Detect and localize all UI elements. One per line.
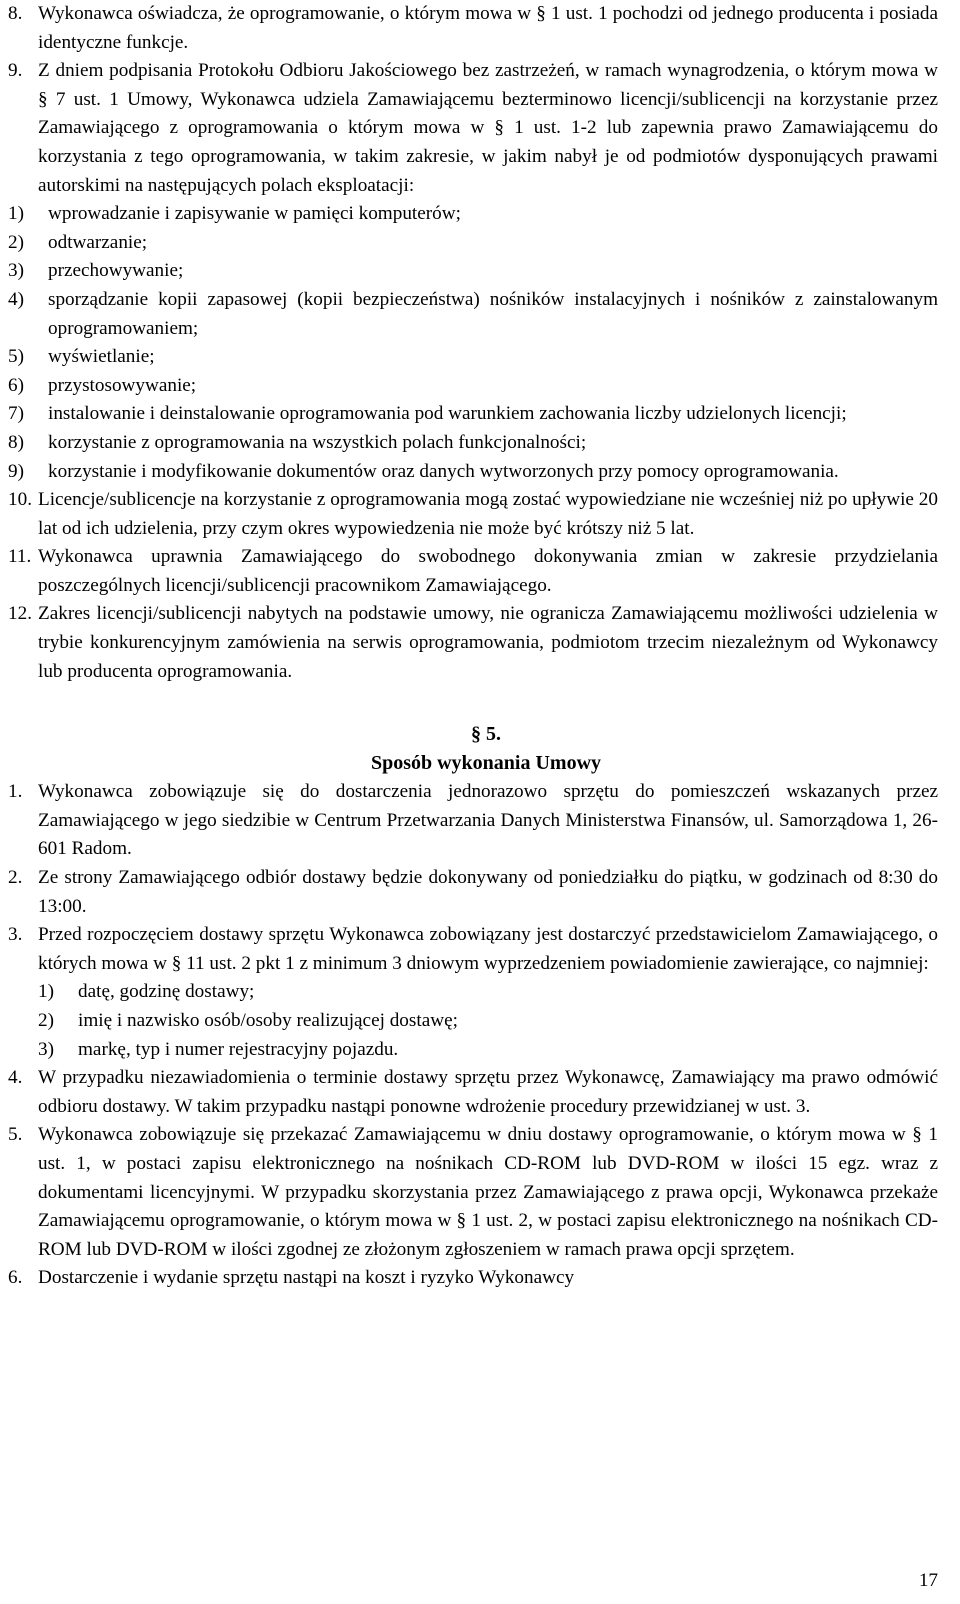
list-item-text: sporządzanie kopii zapasowej (kopii bezpieczeństwa) nośników instalacyjnych i nośników z zainstalowanym oprogramowaniem;	[48, 288, 938, 339]
clause-item-s5-3	[8, 921, 938, 1064]
list-item	[38, 1036, 938, 1065]
list-item	[8, 372, 938, 401]
list-item-text: imię i nazwisko osób/osoby realizującej dostawę;	[78, 1010, 458, 1031]
clause-text: Zakres licencji/sublicencji nabytych na podstawie umowy, nie ogranicza Zamawiającemu możliwości udzielenia w trybie konkurencyjnym zamówienia na serwis oprogramowania, podmiotom trzecim niezależnym od Wykonawcy lub producenta oprogramowania.	[38, 603, 938, 682]
list-item-text: wyświetlanie;	[48, 346, 155, 368]
list-item-text: wprowadzanie i zapisywanie w pamięci komputerów;	[48, 203, 461, 225]
clause-number: 11.	[8, 546, 32, 568]
clause-text: Przed rozpoczęciem dostawy sprzętu Wykonawca zobowiązany jest dostarczyć przedstawicielom Zamawiającego, o których mowa w § 11 ust. 2 pkt 1 z minimum 3 dniowym wyprzedzeniem powiadomienie zawierające, co najmniej:	[38, 924, 938, 974]
list-item	[38, 978, 938, 1007]
list-item-text: przechowywanie;	[48, 260, 184, 282]
list-item-number: 2)	[38, 1010, 54, 1031]
clause-text: Ze strony Zamawiającego odbiór dostawy będzie dokonywany od poniedziałku do piątku, w godzinach od 8:30 do 13:00.	[38, 867, 938, 917]
list-item	[8, 429, 938, 458]
clause-list-a	[8, 0, 938, 486]
list-item-text: przystosowywanie;	[48, 374, 197, 396]
clause-item-11	[8, 543, 938, 600]
clause-item-s5-2	[8, 864, 938, 921]
list-item	[8, 229, 938, 258]
clause-number: 6.	[8, 1267, 23, 1289]
section-heading	[8, 720, 938, 778]
list-item-text: korzystanie i modyfikowanie dokumentów oraz danych wytworzonych przy pomocy oprogramowania.	[48, 460, 839, 482]
clause-number: 1.	[8, 781, 23, 803]
list-item-number: 3)	[8, 260, 24, 282]
section-title: Sposób wykonania Umowy	[370, 752, 602, 775]
exploitation-fields-list	[8, 200, 938, 486]
list-item-number: 4)	[8, 288, 24, 310]
clause-item-9	[8, 57, 938, 486]
clause-text: Wykonawca zobowiązuje się przekazać Zamawiającemu w dniu dostawy oprogramowanie, o którym mowa w § 1 ust. 1, w postaci zapisu elektronicznego na nośnikach CD-ROM lub DVD-ROM w ilości 15 egz. wraz z dokumentami licencyjnymi. W przypadku skorzystania przez Zamawiającego z prawa opcji, Wykonawca przekaże Zamawiającemu oprogramowanie, o którym mowa w § 1 ust. 2, w postaci zapisu elektronicznego na nośnikach CD-ROM lub DVD-ROM w ilości zgodnej ze złożonym zgłoszeniem w ramach prawa opcji sprzętem.	[38, 1124, 938, 1260]
list-item-number: 5)	[8, 346, 24, 368]
list-item-text: odtwarzanie;	[48, 231, 148, 253]
list-item	[8, 257, 938, 286]
list-item	[8, 400, 938, 429]
clause-item-s5-6	[8, 1264, 938, 1293]
clause-text: Z dniem podpisania Protokołu Odbioru Jakościowego bez zastrzeżeń, w ramach wynagrodzenia, o którym mowa w § 7 ust. 1 Umowy, Wykonawca udziela Zamawiającemu bezterminowo licencji/sublicencji na korzystanie przez Zamawiającego z oprogramowania o którym mowa w § 1 ust. 1-2 lub zapewnia prawo Zamawiającemu do korzystania z tego oprogramowania, w takim zakresie, w jakim nabył je od podmiotów dysponujących prawami autorskimi na następujących polach eksploatacji:	[38, 60, 938, 196]
clause-list-b	[8, 486, 938, 686]
list-item-number: 6)	[8, 374, 24, 396]
clause-number: 10.	[8, 489, 32, 511]
clause-text: Wykonawca uprawnia Zamawiającego do swobodnego dokonywania zmian w zakresie przydzielania poszczególnych licencji/sublicencji pracownikom Zamawiającego.	[38, 546, 938, 596]
list-item	[8, 286, 938, 343]
list-item-number: 2)	[8, 231, 24, 253]
clause-number: 9.	[8, 60, 23, 82]
clause-item-s5-4	[8, 1064, 938, 1121]
page-number: 17	[918, 1570, 938, 1592]
clause-body	[8, 57, 938, 486]
list-item	[8, 200, 938, 229]
list-item	[8, 458, 938, 487]
clause-item-s5-1	[8, 778, 938, 864]
clause-item-8	[8, 0, 938, 57]
clause-number: 12.	[8, 603, 32, 625]
clause-text: W przypadku niezawiadomienia o terminie dostawy sprzętu przez Wykonawcę, Zamawiający ma prawo odmówić odbioru dostawy. W takim przypadku nastąpi ponowne wdrożenie procedury przewidzianej w ust. 3.	[38, 1067, 938, 1117]
list-item-number: 3)	[38, 1038, 54, 1060]
document-page	[8, 0, 938, 1293]
clause-body	[38, 921, 938, 1064]
clause-item-10	[8, 486, 938, 543]
notification-contents-list	[38, 978, 938, 1064]
clause-number: 2.	[8, 867, 23, 889]
clause-number: 4.	[8, 1067, 23, 1089]
clause-number: 5.	[8, 1124, 23, 1146]
list-item-text: korzystanie z oprogramowania na wszystkich polach funkcjonalności;	[48, 431, 587, 453]
clause-text: Licencje/sublicencje na korzystanie z oprogramowania mogą zostać wypowiedziane nie wcześniej niż po upływie 20 lat od ich udzielenia, przy czym okres wypowiedzenia nie może być krótszy niż 5 lat.	[38, 489, 938, 539]
clause-text: Wykonawca oświadcza, że oprogramowanie, o którym mowa w § 1 ust. 1 pochodzi od jednego producenta i posiada identyczne funkcje.	[38, 3, 938, 53]
clause-list-c	[8, 778, 938, 1064]
section-number: § 5.	[471, 723, 501, 746]
clause-list-d	[8, 1064, 938, 1293]
clause-item-s5-5	[8, 1121, 938, 1264]
clause-text: Dostarczenie i wydanie sprzętu nastąpi na koszt i ryzyko Wykonawcy	[38, 1267, 575, 1289]
clause-item-12	[8, 600, 938, 686]
list-item	[38, 1007, 938, 1036]
clause-text: Wykonawca zobowiązuje się do dostarczenia jednorazowo sprzętu do pomieszczeń wskazanych przez Zamawiającego w jego siedzibie w Centrum Przetwarzania Danych Ministerstwa Finansów, ul. Samorządowa 1, 26-601 Radom.	[38, 781, 938, 860]
list-item-number: 1)	[8, 203, 24, 225]
list-item-number: 7)	[8, 403, 24, 425]
clause-number: 3.	[8, 924, 23, 946]
list-item-number: 1)	[38, 981, 54, 1003]
list-item-text: instalowanie i deinstalowanie oprogramowania pod warunkiem zachowania liczby udzielonych licencji;	[48, 403, 847, 425]
list-item-number: 9)	[8, 460, 24, 482]
list-item-text: datę, godzinę dostawy;	[78, 981, 255, 1003]
clause-number: 8.	[8, 3, 23, 24]
list-item-text: markę, typ i numer rejestracyjny pojazdu.	[78, 1038, 399, 1060]
list-item	[8, 343, 938, 372]
list-item-number: 8)	[8, 431, 24, 453]
